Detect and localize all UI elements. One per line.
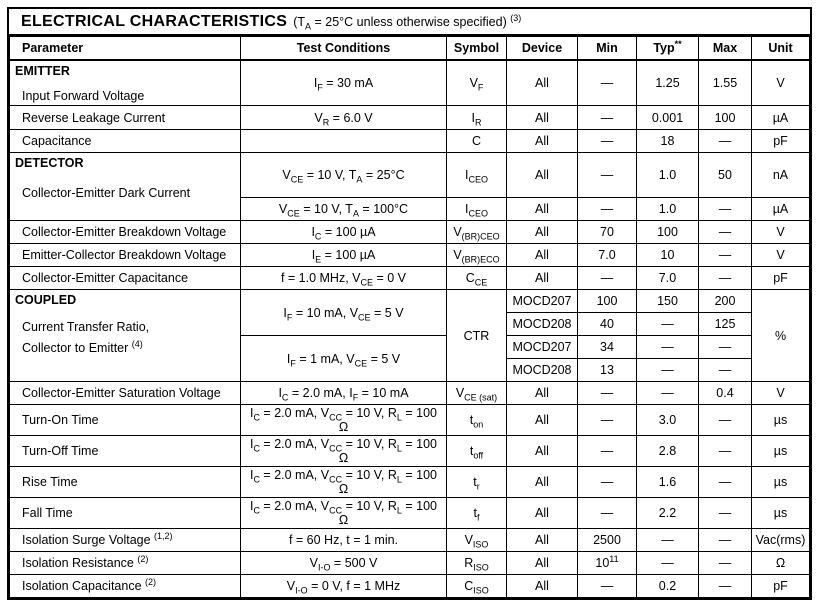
row-dark-current-25c — [10, 153, 810, 198]
section-label-coupled: COUPLED — [15, 293, 77, 307]
min-cell: 70 — [578, 221, 637, 244]
symbol-cell: $V_{CE (sat)}$ — [447, 382, 507, 405]
cond-cell: $V_{I-O} = 0$ V, f = 1 MHz — [241, 575, 447, 598]
symbol-cell: $I_{CEO}$ — [447, 198, 507, 221]
row-fall-time — [10, 498, 810, 529]
min-cell: 34 — [578, 336, 637, 359]
device-cell: All — [507, 198, 578, 221]
device-cell: All — [507, 405, 578, 436]
device-cell: All — [507, 382, 578, 405]
max-cell: 200 — [699, 290, 752, 313]
device-cell: MOCD207 — [507, 336, 578, 359]
device-cell: All — [507, 467, 578, 498]
min-cell: — — [578, 60, 637, 106]
min-cell: 2500 — [578, 529, 637, 552]
device-cell: All — [507, 244, 578, 267]
max-cell: — — [699, 336, 752, 359]
symbol-cell: $V_{(BR)CEO}$ — [447, 221, 507, 244]
min-cell: — — [578, 575, 637, 598]
section-label-emitter: EMITTER — [15, 63, 70, 78]
row-isolation-capacitance — [10, 575, 810, 598]
param-cell: Collector-Emitter Saturation Voltage — [10, 382, 241, 405]
unit-cell: V — [752, 60, 810, 106]
symbol-cell: $I_{CEO}$ — [447, 153, 507, 198]
max-cell: 125 — [699, 313, 752, 336]
device-cell: All — [507, 130, 578, 153]
col-header-test-conditions: Test Conditions — [241, 37, 447, 60]
typ-cell: 1.6 — [637, 467, 699, 498]
unit-cell: V — [752, 382, 810, 405]
unit-cell: V — [752, 244, 810, 267]
param-cell: Isolation Resistance $^{(2)}$ — [10, 552, 241, 575]
typ-cell: 2.2 — [637, 498, 699, 529]
device-cell: All — [507, 106, 578, 130]
unit-cell: V — [752, 221, 810, 244]
symbol-cell: $t_f$ — [447, 498, 507, 529]
typ-cell: 1.0 — [637, 153, 699, 198]
typ-cell: 100 — [637, 221, 699, 244]
device-cell: All — [507, 575, 578, 598]
max-cell: — — [699, 575, 752, 598]
min-cell: 40 — [578, 313, 637, 336]
unit-cell: µA — [752, 106, 810, 130]
cond-cell: $I_F = 1$ mA, $V_{CE} = 5$ V — [241, 336, 447, 382]
param-cell: Fall Time — [10, 498, 241, 529]
max-cell: — — [699, 405, 752, 436]
param-cell: Turn-Off Time — [10, 436, 241, 467]
symbol-cell: $V_F$ — [447, 60, 507, 106]
cond-cell: $I_C = 2.0$ mA, $V_{CC} = 10$ V, $R_L = 100$ Ω — [241, 436, 447, 467]
min-cell: 7.0 — [578, 244, 637, 267]
min-cell: — — [578, 153, 637, 198]
param-cell: Reverse Leakage Current — [10, 106, 241, 130]
min-cell: 13 — [578, 359, 637, 382]
unit-cell: µs — [752, 467, 810, 498]
max-cell: — — [699, 130, 752, 153]
row-reverse-leakage-current — [10, 106, 810, 130]
device-cell: MOCD208 — [507, 313, 578, 336]
cond-cell: $I_E = 100$ µA — [241, 244, 447, 267]
symbol-cell: $C_{CE}$ — [447, 267, 507, 290]
typ-cell: 0.001 — [637, 106, 699, 130]
cond-cell: f = 1.0 MHz, $V_{CE} = 0$ V — [241, 267, 447, 290]
cond-cell: $V_{CE} = 10$ V, $T_A = 25^\circ C$ — [241, 153, 447, 198]
max-cell: — — [699, 467, 752, 498]
typ-cell: 150 — [637, 290, 699, 313]
row-ce-capacitance — [10, 267, 810, 290]
unit-cell: µs — [752, 498, 810, 529]
device-cell: All — [507, 529, 578, 552]
header-row — [10, 37, 810, 60]
max-cell: — — [699, 267, 752, 290]
col-header-min: Min — [578, 37, 637, 60]
symbol-cell: $I_R$ — [447, 106, 507, 130]
cond-cell: $V_R = 6.0$ V — [241, 106, 447, 130]
min-cell: — — [578, 382, 637, 405]
cond-cell: $I_C = 2.0$ mA, $V_{CC} = 10$ V, $R_L = 100$ Ω — [241, 467, 447, 498]
min-cell: — — [578, 467, 637, 498]
table-title: ELECTRICAL CHARACTERISTICS — [21, 13, 288, 30]
typ-cell: 3.0 — [637, 405, 699, 436]
cond-cell: $I_F = 10$ mA, $V_{CE} = 5$ V — [241, 290, 447, 336]
cond-cell: $V_{I-O} = 500$ V — [241, 552, 447, 575]
max-cell: — — [699, 244, 752, 267]
typ-cell: — — [637, 313, 699, 336]
device-cell: All — [507, 153, 578, 198]
param-cell: Rise Time — [10, 467, 241, 498]
row-ctr-mocd207-10ma — [10, 290, 810, 313]
row-ce-breakdown-voltage — [10, 221, 810, 244]
typ-cell: 0.2 — [637, 575, 699, 598]
device-cell: MOCD208 — [507, 359, 578, 382]
param-cell: Capacitance — [10, 130, 241, 153]
min-cell: — — [578, 436, 637, 467]
min-cell: — — [578, 405, 637, 436]
col-header-max: Max — [699, 37, 752, 60]
min-cell: — — [578, 130, 637, 153]
typ-cell: 1.25 — [637, 60, 699, 106]
max-cell: 100 — [699, 106, 752, 130]
table-title-condition: ($T_A = 25^\circ C$ unless otherwise specified) $^{(3)}$ — [293, 12, 522, 32]
typ-cell: 18 — [637, 130, 699, 153]
param-cell — [10, 290, 241, 382]
row-input-forward-voltage — [10, 60, 810, 106]
symbol-cell: C — [447, 130, 507, 153]
device-cell: All — [507, 267, 578, 290]
param-name: Collector to Emitter $^{(4)}$ — [22, 338, 143, 355]
device-cell: All — [507, 436, 578, 467]
row-isolation-surge-voltage — [10, 529, 810, 552]
row-ec-breakdown-voltage — [10, 244, 810, 267]
col-header-device: Device — [507, 37, 578, 60]
symbol-cell: $t_{off}$ — [447, 436, 507, 467]
param-name: Input Forward Voltage — [22, 88, 145, 103]
row-turn-off-time — [10, 436, 810, 467]
param-cell: Emitter-Collector Breakdown Voltage — [10, 244, 241, 267]
max-cell: — — [699, 359, 752, 382]
param-cell: Collector-Emitter Breakdown Voltage — [10, 221, 241, 244]
param-name: Collector-Emitter Dark Current — [22, 186, 191, 200]
device-cell: MOCD207 — [507, 290, 578, 313]
min-cell: — — [578, 198, 637, 221]
unit-cell: µs — [752, 405, 810, 436]
max-cell: — — [699, 498, 752, 529]
max-cell: — — [699, 436, 752, 467]
cond-cell: $I_C = 100$ µA — [241, 221, 447, 244]
unit-cell: pF — [752, 575, 810, 598]
device-cell: All — [507, 221, 578, 244]
device-cell: All — [507, 552, 578, 575]
row-turn-on-time — [10, 405, 810, 436]
unit-cell: Vac(rms) — [752, 529, 810, 552]
min-cell: $10^{11}$ — [578, 552, 637, 575]
cond-cell: $I_C = 2.0$ mA, $I_F = 10$ mA — [241, 382, 447, 405]
datasheet-electrical-characteristics — [7, 7, 812, 600]
typ-cell: — — [637, 552, 699, 575]
param-cell: Turn-On Time — [10, 405, 241, 436]
min-cell: 100 — [578, 290, 637, 313]
param-name: Current Transfer Ratio, — [22, 320, 150, 334]
max-cell: — — [699, 221, 752, 244]
symbol-cell: $t_r$ — [447, 467, 507, 498]
symbol-cell: $V_{ISO}$ — [447, 529, 507, 552]
cond-cell — [241, 130, 447, 153]
param-cell: Collector-Emitter Capacitance — [10, 267, 241, 290]
symbol-cell: $R_{ISO}$ — [447, 552, 507, 575]
symbol-cell: $t_{on}$ — [447, 405, 507, 436]
typ-cell: 7.0 — [637, 267, 699, 290]
cond-cell: $I_F = 30$ mA — [241, 60, 447, 106]
unit-cell: µs — [752, 436, 810, 467]
cond-cell: $I_C = 2.0$ mA, $V_{CC} = 10$ V, $R_L = 100$ Ω — [241, 498, 447, 529]
max-cell: 1.55 — [699, 60, 752, 106]
param-cell: Isolation Surge Voltage $^{(1,2)}$ — [10, 529, 241, 552]
col-header-parameter: Parameter — [10, 37, 241, 60]
param-cell — [10, 60, 241, 106]
typ-cell: — — [637, 529, 699, 552]
typ-cell: — — [637, 359, 699, 382]
col-header-unit: Unit — [752, 37, 810, 60]
table-title-bar — [9, 9, 810, 36]
device-cell: All — [507, 60, 578, 106]
typ-cell: — — [637, 382, 699, 405]
symbol-cell: $V_{(BR)ECO}$ — [447, 244, 507, 267]
max-cell: 50 — [699, 153, 752, 198]
symbol-cell: CTR — [447, 290, 507, 382]
typ-cell: — — [637, 336, 699, 359]
electrical-characteristics-table — [9, 36, 810, 598]
unit-cell: nA — [752, 153, 810, 198]
cond-cell: $I_C = 2.0$ mA, $V_{CC} = 10$ V, $R_L = 100$ Ω — [241, 405, 447, 436]
cond-cell: f = 60 Hz, t = 1 min. — [241, 529, 447, 552]
col-header-typ: Typ** — [637, 37, 699, 60]
min-cell: — — [578, 498, 637, 529]
typ-cell: 1.0 — [637, 198, 699, 221]
max-cell: 0.4 — [699, 382, 752, 405]
row-isolation-resistance — [10, 552, 810, 575]
typ-cell: 2.8 — [637, 436, 699, 467]
row-capacitance — [10, 130, 810, 153]
param-cell: Isolation Capacitance $^{(2)}$ — [10, 575, 241, 598]
max-cell: — — [699, 552, 752, 575]
typ-cell: 10 — [637, 244, 699, 267]
unit-cell: pF — [752, 130, 810, 153]
param-cell — [10, 153, 241, 221]
row-ce-saturation-voltage — [10, 382, 810, 405]
section-label-detector: DETECTOR — [15, 156, 84, 170]
max-cell: — — [699, 529, 752, 552]
col-header-symbol: Symbol — [447, 37, 507, 60]
min-cell: — — [578, 267, 637, 290]
device-cell: All — [507, 498, 578, 529]
max-cell: — — [699, 198, 752, 221]
cond-cell: $V_{CE} = 10$ V, $T_A = 100^\circ C$ — [241, 198, 447, 221]
min-cell: — — [578, 106, 637, 130]
row-rise-time — [10, 467, 810, 498]
unit-cell: pF — [752, 267, 810, 290]
unit-cell: µA — [752, 198, 810, 221]
unit-cell: Ω — [752, 552, 810, 575]
symbol-cell: $C_{ISO}$ — [447, 575, 507, 598]
unit-cell: % — [752, 290, 810, 382]
